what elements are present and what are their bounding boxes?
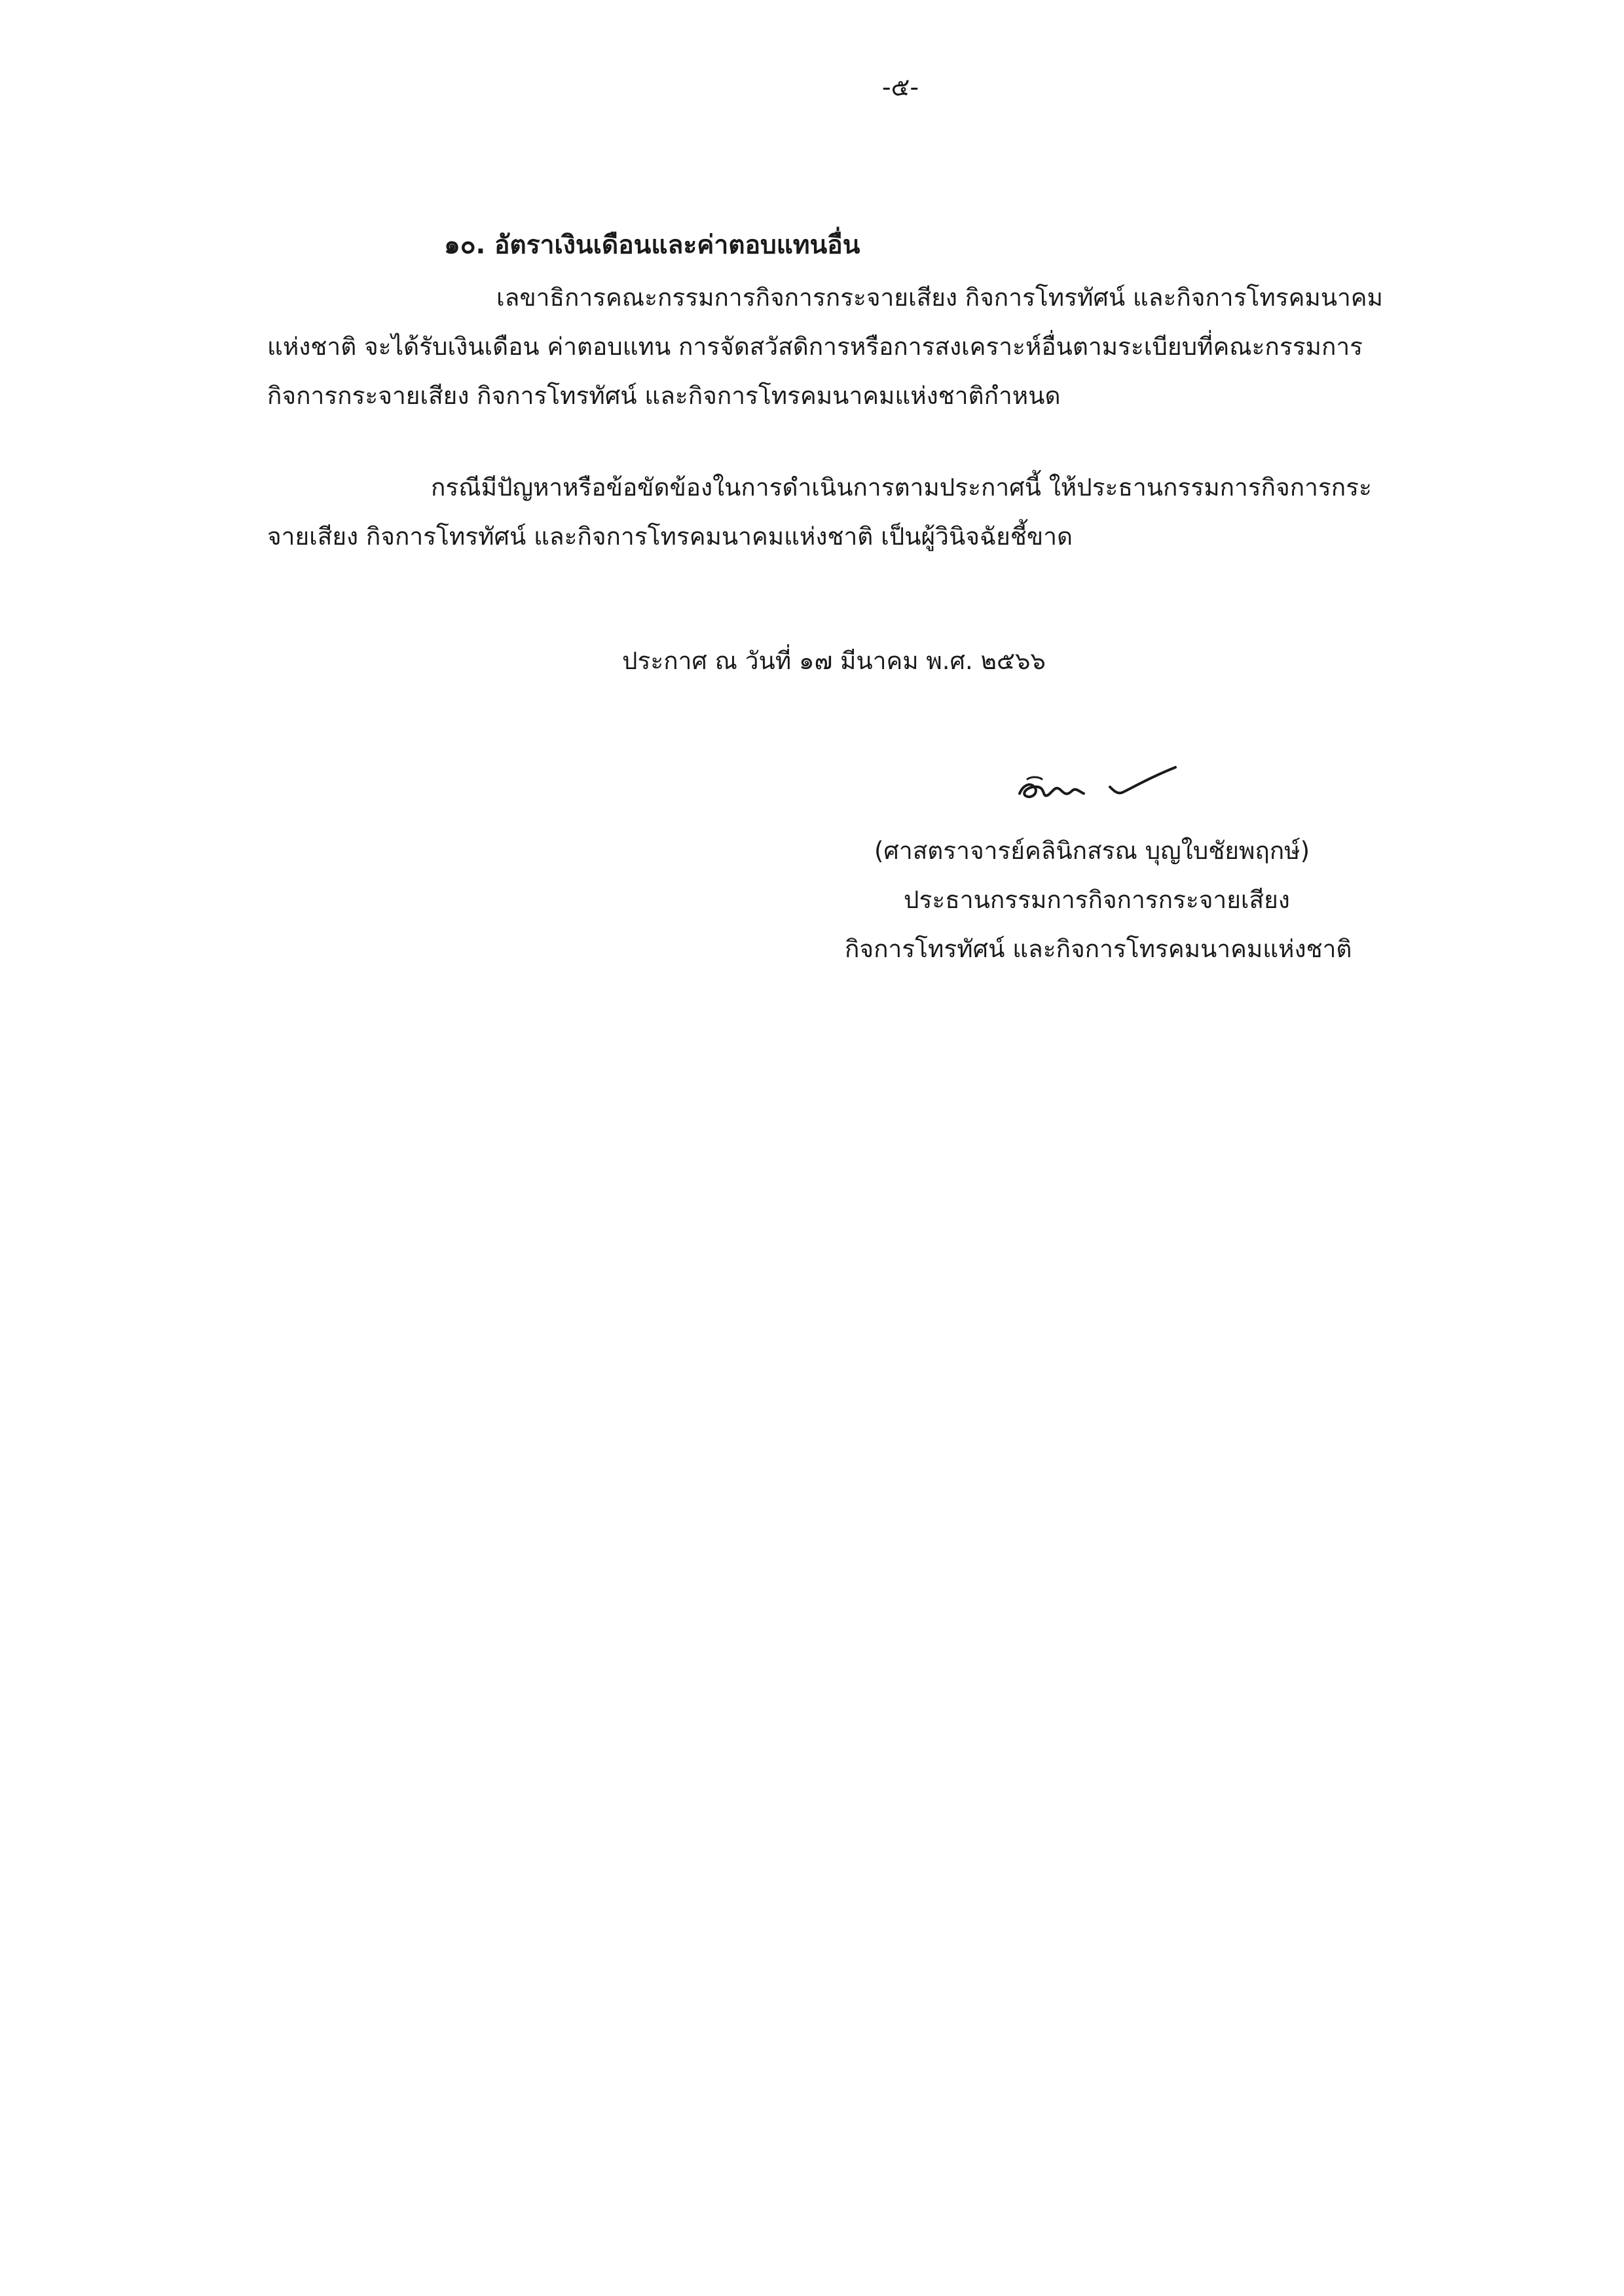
paragraph-2-line-1: กรณีมีปัญหาหรือข้อขัดข้องในการดำเนินการตามประกาศนี้ ให้ประธานกรรมการกิจการกระ [431, 473, 1372, 501]
section-heading: ๑๐. อัตราเงินเดือนและค่าตอบแทนอื่น [444, 230, 860, 260]
announcement-date: ประกาศ ณ วันที่ ๑๗ มีนาคม พ.ศ. ๒๕๖๖ [622, 647, 1046, 675]
signatory-title-line-2: กิจการโทรทัศน์ และกิจการโทรคมนาคมแห่งชาติ [845, 935, 1352, 963]
paragraph-1-line-1: เลขาธิการคณะกรรมการกิจการกระจายเสียง กิจการโทรทัศน์ และกิจการโทรคมนาคม [496, 283, 1383, 312]
page-number: -๕- [881, 73, 919, 101]
signatory-name: (ศาสตราจารย์คลินิกสรณ บุญใบชัยพฤกษ์) [874, 837, 1310, 865]
paragraph-1-line-3: กิจการกระจายเสียง กิจการโทรทัศน์ และกิจการโทรคมนาคมแห่งชาติกำหนด [267, 382, 1061, 410]
paragraph-1-line-2: แห่งชาติ จะได้รับเงินเดือน ค่าตอบแทน การจัดสวัสดิการหรือการสงเคราะห์อื่นตามระเบียบที่คณะกรรมการ [267, 333, 1363, 361]
paragraph-2-line-2: จายเสียง กิจการโทรทัศน์ และกิจการโทรคมนาคมแห่งชาติ เป็นผู้วินิจฉัยชี้ขาด [267, 522, 1073, 551]
handwritten-signature [1012, 753, 1182, 812]
signatory-title-line-1: ประธานกรรมการกิจการกระจายเสียง [904, 886, 1290, 914]
